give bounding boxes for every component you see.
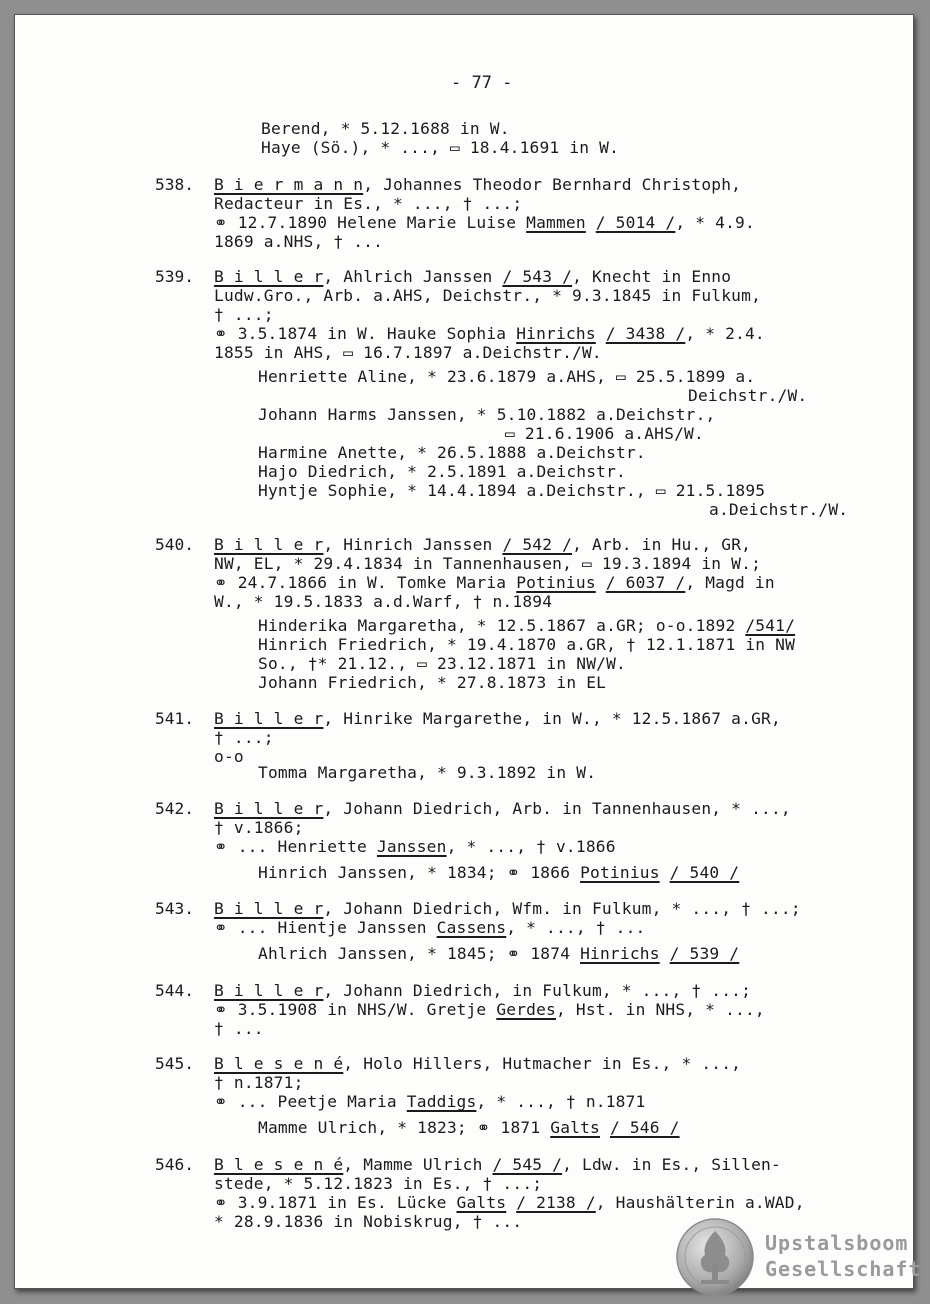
text-line: ⚭ ... Peetje Maria Taddigs, * ..., † n.1871 [214,1092,646,1111]
entry-surname: B i l l e r [214,709,324,728]
spouse-surname: Potinius [516,573,596,592]
brand-line-1: Upstalsboom [765,1231,909,1255]
text-line: † ... [214,1019,264,1038]
text-line: Haye (Sö.), * ..., ▭ 18.4.1691 in W. [261,138,620,157]
cross-reference: /541/ [745,616,796,635]
cross-reference: / 5014 / [595,213,676,232]
entry-header: B l e s e n é, Mamme Ulrich / 545 /, Ldw. in Es., Sillen- [214,1155,781,1174]
cross-reference: / 539 / [669,944,740,963]
child-line: Tomma Margaretha, * 9.3.1892 in W. [258,763,597,782]
entry-header: B i l l e r, Hinrich Janssen / 542 /, Arb. in Hu., GR, [214,535,752,554]
entry-header: B i l l e r, Johann Diedrich, Wfm. in Fulkum, * ..., † ...; [214,899,801,918]
spouse-surname: Janssen [376,837,447,856]
cross-reference: / 2138 / [516,1193,596,1212]
cross-reference: / 3438 / [605,324,686,343]
spouse-surname: Mammen [526,213,586,232]
cross-reference: / 545 / [492,1155,563,1174]
entry-surname: B i l l e r [214,267,324,286]
child-line: Johann Harms Janssen, * 5.10.1882 a.Deichstr., [258,405,716,424]
entry-surname: B l e s e n é [214,1155,344,1174]
entry-surname: B l e s e n é [214,1054,344,1073]
child-line: Ahlrich Janssen, * 1845; ⚭ 1874 Hinrichs / 539 / [258,944,740,963]
text-line: 1869 a.NHS, † ... [214,232,384,251]
text-line: o-o [214,747,244,766]
entry-number: 545. [155,1054,194,1073]
entry-number: 540. [155,535,194,554]
cross-reference: / 6037 / [605,573,686,592]
child-line: Deichstr./W. [688,386,808,405]
text-line: ⚭ ... Hientje Janssen Cassens, * ..., † ... [214,918,646,937]
entry-number: 539. [155,267,194,286]
child-line: Hinrich Friedrich, * 19.4.1870 a.GR, † 12.1.1871 in NW [258,635,796,654]
child-spouse-surname: Hinrichs [580,944,660,963]
text-line: Berend, * 5.12.1688 in W. [261,119,510,138]
brand-line-2: Gesellschaft [765,1257,922,1281]
text-line: ⚭ ... Henriette Janssen, * ..., † v.1866 [214,837,616,856]
entry-header: B i e r m a n n, Johannes Theodor Bernhard Christoph, [214,175,742,194]
text-line: Ludw.Gro., Arb. a.AHS, Deichstr., * 9.3.1845 in Fulkum, [214,286,762,305]
text-line: ⚭ 3.5.1874 in W. Hauke Sophia Hinrichs / 3438 /, * 2.4. [214,324,765,343]
entry-surname: B i l l e r [214,799,324,818]
entry-header: B i l l e r, Johann Diedrich, in Fulkum, * ..., † ...; [214,981,752,1000]
entry-surname: B i l l e r [214,535,324,554]
cross-reference: / 542 / [502,535,573,554]
cross-reference: / 543 / [502,267,573,286]
document-page [14,14,922,1289]
entry-header: B i l l e r, Ahlrich Janssen / 543 /, Knecht in Enno [214,267,732,286]
text-line: NW, EL, * 29.4.1834 in Tannenhausen, ▭ 19.3.1894 in W.; [214,554,762,573]
spouse-surname: Galts [456,1193,507,1212]
text-line: 1855 in AHS, ▭ 16.7.1897 a.Deichstr./W. [214,343,602,362]
entry-header: B i l l e r, Hinrike Margarethe, in W., * 12.5.1867 a.GR, [214,709,781,728]
text-line: † v.1866; [214,818,304,837]
entry-number: 543. [155,899,194,918]
text-line: stede, * 5.12.1823 in Es., † ...; [214,1174,543,1193]
text-line: † n.1871; [214,1073,304,1092]
entry-surname: B i e r m a n n [214,175,364,194]
entry-surname: B i l l e r [214,899,324,918]
entry-header: B i l l e r, Johann Diedrich, Arb. in Tannenhausen, * ..., [214,799,791,818]
child-line: Henriette Aline, * 23.6.1879 a.AHS, ▭ 25.5.1899 a. [258,367,756,386]
entry-number: 546. [155,1155,194,1174]
seal-icon [675,1217,755,1297]
entry-surname: B i l l e r [214,981,324,1000]
text-line: * 28.9.1836 in Nobiskrug, † ... [214,1212,523,1231]
cross-reference: / 546 / [609,1118,680,1137]
cross-reference: / 540 / [669,863,740,882]
entry-number: 538. [155,175,194,194]
text-line: ⚭ 12.7.1890 Helene Marie Luise Mammen / 5014 /, * 4.9. [214,213,755,232]
entry-number: 542. [155,799,194,818]
child-line: ▭ 21.6.1906 a.AHS/W. [505,424,704,443]
child-line: Johann Friedrich, * 27.8.1873 in EL [258,673,607,692]
child-spouse-surname: Potinius [580,863,660,882]
text-line: Redacteur in Es., * ..., † ...; [214,194,523,213]
text-line: † ...; [214,305,274,324]
child-line: Hinderika Margaretha, * 12.5.1867 a.GR; o-o.1892 /541/ [258,616,796,635]
spouse-surname: Gerdes [496,1000,556,1019]
child-line: Hajo Diedrich, * 2.5.1891 a.Deichstr. [258,462,626,481]
entry-number: 544. [155,981,194,1000]
child-line: Harmine Anette, * 26.5.1888 a.Deichstr. [258,443,646,462]
spouse-surname: Cassens [436,918,507,937]
child-line: Mamme Ulrich, * 1823; ⚭ 1871 Galts / 546 / [258,1118,680,1137]
entry-number: 541. [155,709,194,728]
child-line: Hinrich Janssen, * 1834; ⚭ 1866 Potinius / 540 / [258,863,740,882]
child-line: So., †* 21.12., ▭ 23.12.1871 in NW/W. [258,654,626,673]
entry-header: B l e s e n é, Holo Hillers, Hutmacher in Es., * ..., [214,1054,742,1073]
text-line: † ...; [214,728,274,747]
text-line: ⚭ 3.5.1908 in NHS/W. Gretje Gerdes, Hst. in NHS, * ..., [214,1000,765,1019]
text-line: ⚭ 24.7.1866 in W. Tomke Maria Potinius / 6037 /, Magd in [214,573,775,592]
text-line: W., * 19.5.1833 a.d.Warf, † n.1894 [214,592,553,611]
text-line: ⚭ 3.9.1871 in Es. Lücke Galts / 2138 /, Haushälterin a.WAD, [214,1193,805,1212]
spouse-surname: Taddigs [406,1092,477,1111]
child-line: Hyntje Sophie, * 14.4.1894 a.Deichstr., ▭ 21.5.1895 [258,481,766,500]
child-spouse-surname: Galts [550,1118,600,1137]
child-line: a.Deichstr./W. [709,500,849,519]
page-number: - 77 - [451,73,513,93]
spouse-surname: Hinrichs [516,324,596,343]
